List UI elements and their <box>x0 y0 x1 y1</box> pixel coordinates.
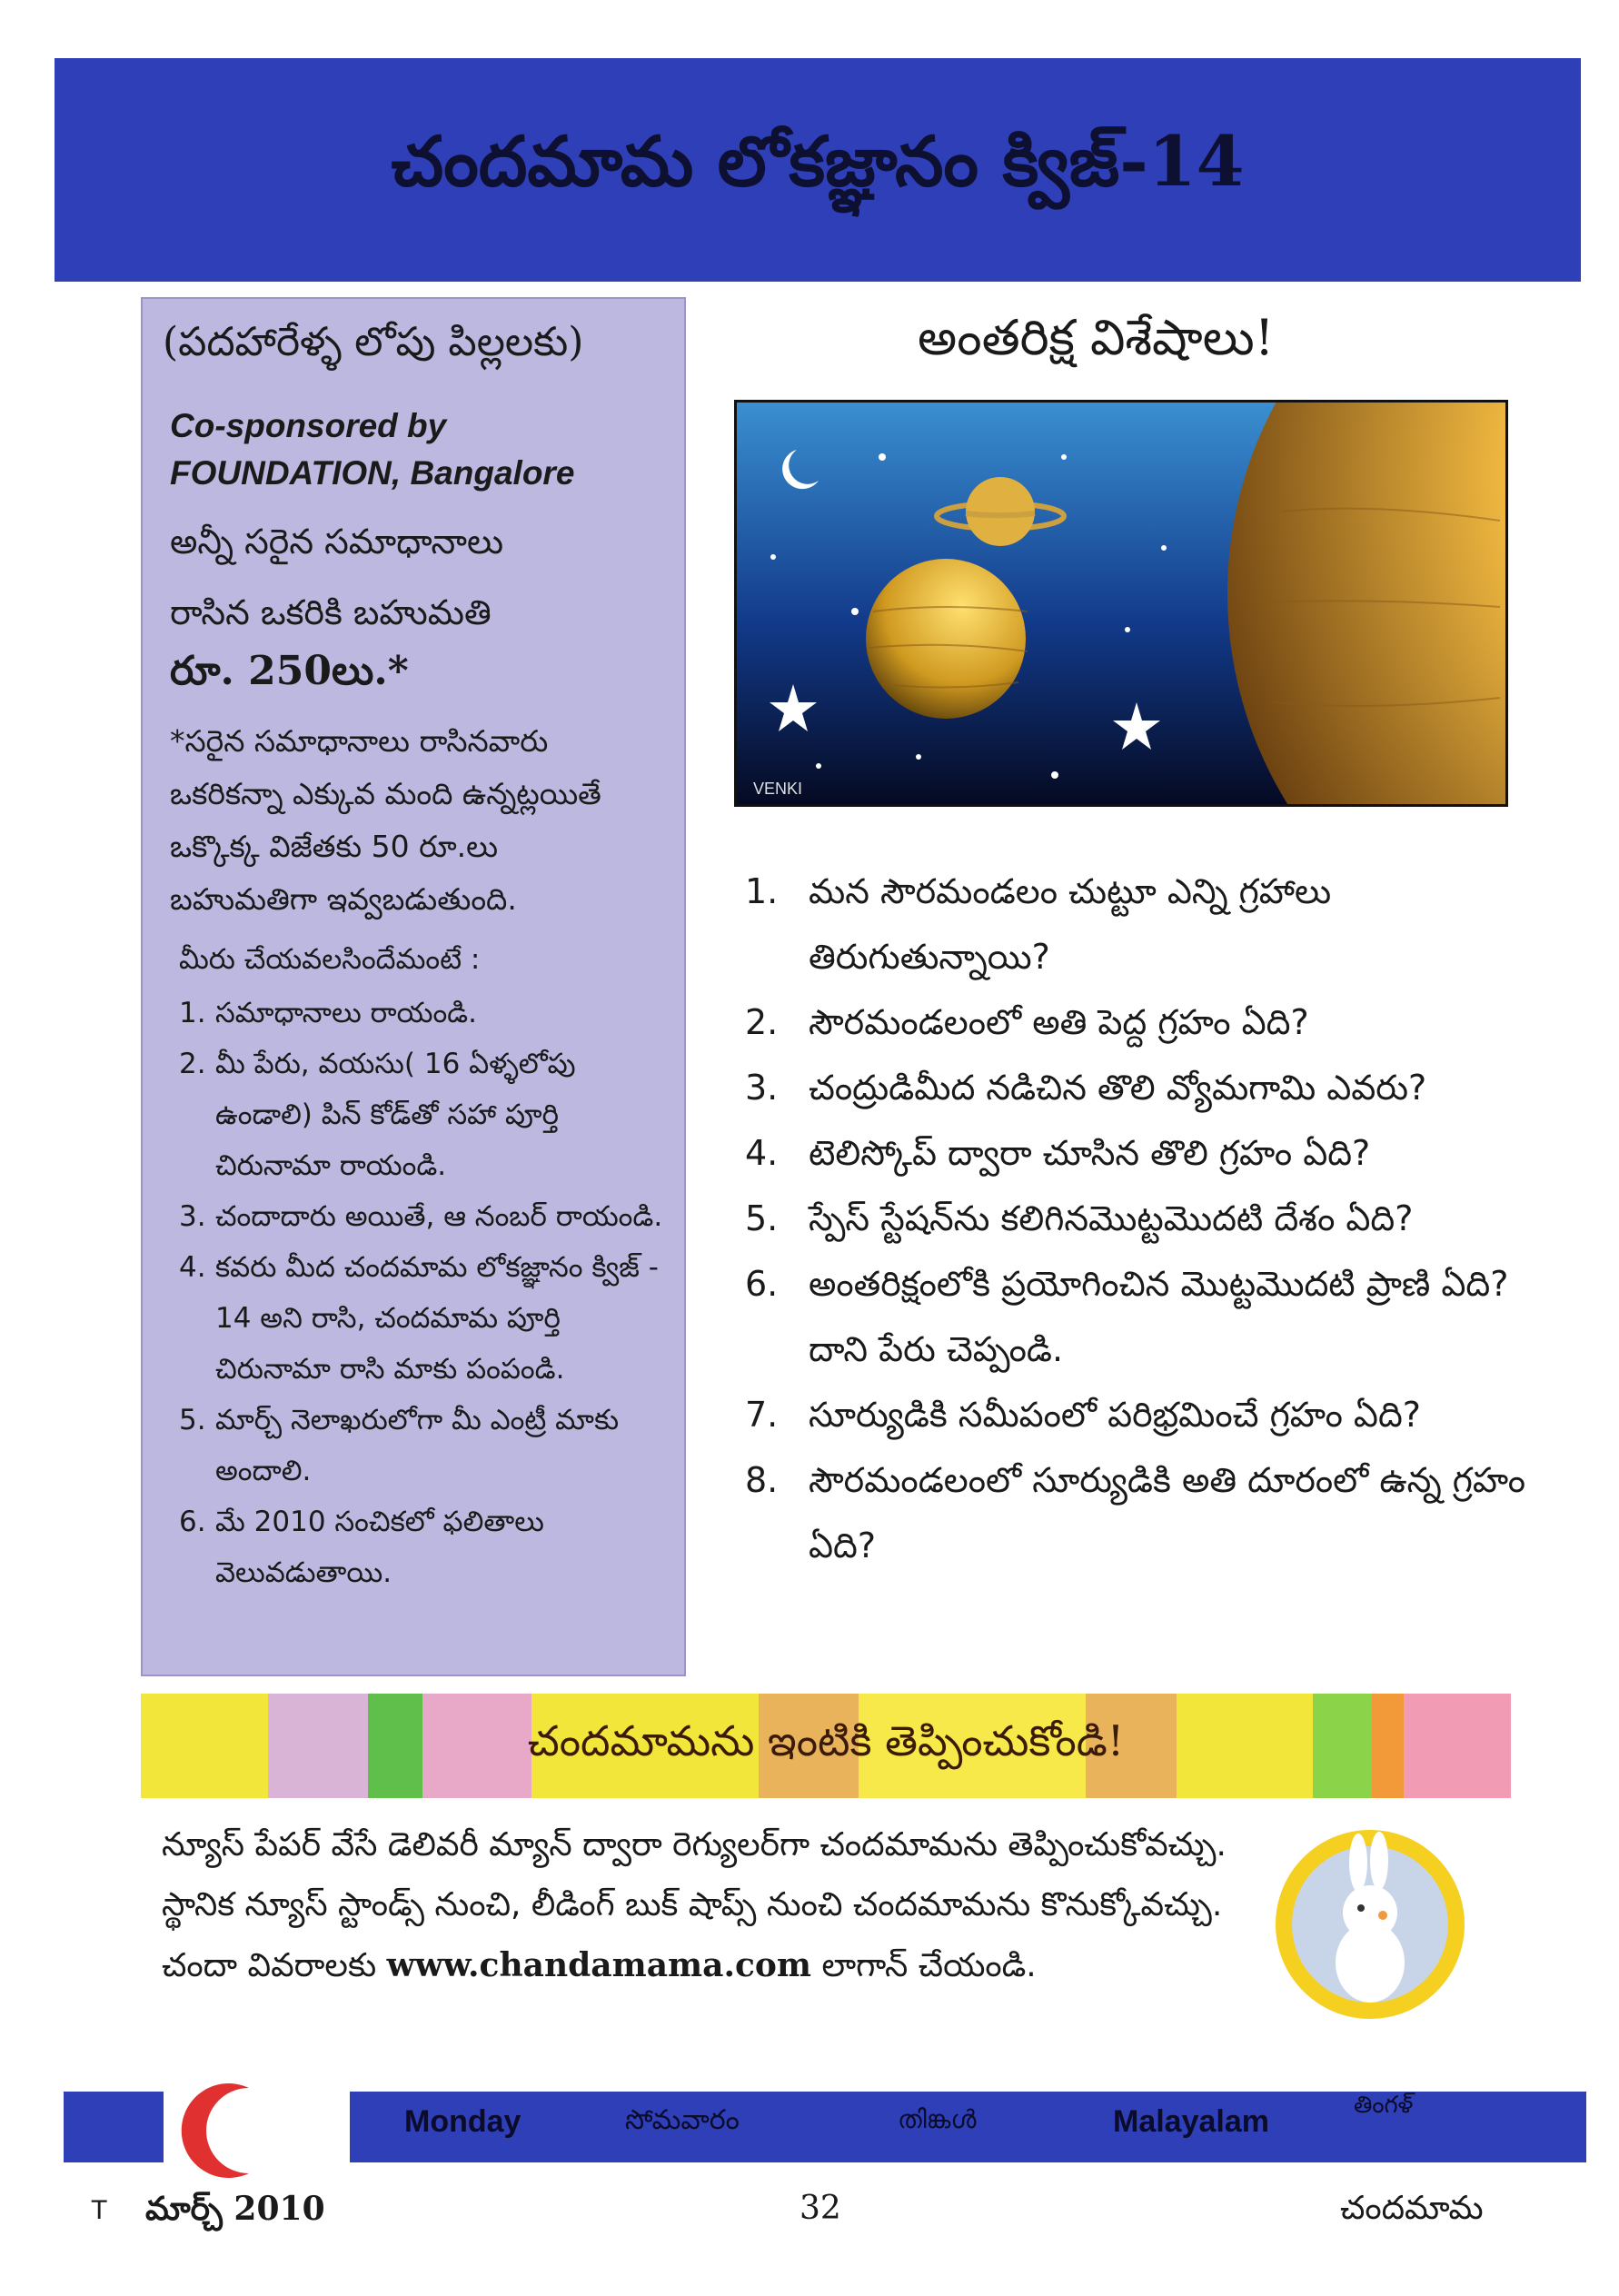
instruction-number: 1. <box>179 997 206 1029</box>
day-english: Monday <box>404 2104 521 2139</box>
instruction-text: కవరు మీద చందమామ లోకజ్ఞానం క్విజ్ - 14 అని రాసి, చందమామ పూర్తి చిరునామా రాసి మాకు పంపండి. <box>215 1251 659 1386</box>
question-item <box>745 1186 1526 1251</box>
question-number: 3. <box>745 1068 779 1108</box>
subscribe-text <box>162 1815 1234 1996</box>
prize-line-2: రాసిన ఒకరికి బహుమతి <box>170 592 492 632</box>
sponsor-line-2: FOUNDATION, Bangalore <box>170 454 575 492</box>
question-text: చంద్రుడిమీద నడిచిన తొలి వ్యోమగామి ఎవరు? <box>809 1068 1427 1108</box>
instruction-number: 4. <box>179 1251 206 1284</box>
day-transliteration: తింగళ్ <box>1354 2092 1414 2119</box>
instruction-text: మే 2010 సంచికలో ఫలితాలు వెలువడుతాయి. <box>215 1506 544 1589</box>
subscribe-text-before: న్యూస్ పేపర్ వేసే డెలివరీ మ్యాన్ ద్వారా రెగ్యులర్‌గా చందమామను తెప్పించుకోవచ్చు. స్థానిక న్యూస్ స్టాండ్స్ నుంచి, లీడింగ్ బుక్ షాప్స్ నుంచి చందమామను కొనుక్కోవచ్చు. చందా వివరాలకు <box>162 1826 1227 1984</box>
note-line-3: ఒక్కొక్క విజేతకు 50 రూ.లు <box>170 829 498 864</box>
subscribe-text-after: లాగాన్ చేయండి. <box>811 1947 1037 1984</box>
sun-shape <box>1227 403 1505 804</box>
day-telugu: సోమవారం <box>625 2104 740 2136</box>
sponsor-line-1: Co-sponsored by <box>170 407 447 444</box>
section-heading: అంతరిక్ష విశేషాలు! <box>918 309 1275 366</box>
page-number: 32 <box>800 2190 841 2227</box>
instruction-item <box>179 1395 668 1496</box>
prize-line-1: అన్నీ సరైన సమాధానాలు <box>170 522 504 562</box>
space-scene-image <box>737 403 1505 804</box>
question-item <box>745 1055 1526 1120</box>
note-line-1: *సరైన సమాధానాలు రాసినవారు <box>170 723 549 759</box>
question-number: 8. <box>745 1460 779 1500</box>
question-text: అంతరిక్షంలోకి ప్రయోగించిన మొట్టమొదటి ప్రాణి ఏది? దాని పేరు చెప్పండి. <box>809 1264 1509 1369</box>
question-item <box>745 1447 1526 1578</box>
issue-date: మార్చ్ 2010 <box>145 2190 325 2228</box>
instruction-text: మార్చ్ నెలాఖరులోగా మీ ఎంట్రీ మాకు అందాలి. <box>215 1404 620 1487</box>
instruction-number: 5. <box>179 1404 206 1436</box>
prize-amount: రూ. 250లు.* <box>170 648 409 694</box>
question-text: సూర్యుడికి సమీపంలో పరిభ్రమించే గ్రహం ఏది? <box>809 1395 1421 1435</box>
question-text: స్పేస్ స్టేషన్‌ను కలిగినమొట్టమొదటి దేశం ఏది? <box>809 1198 1414 1238</box>
title-banner <box>55 58 1581 282</box>
crescent-moon-icon <box>178 2081 278 2181</box>
instructions-heading: మీరు చేయవలసిందేమంటే : <box>179 943 481 976</box>
instruction-item <box>179 988 668 1039</box>
question-item <box>745 989 1526 1055</box>
quiz-questions <box>745 859 1526 1578</box>
rabbit-illustration <box>1272 1826 1468 2023</box>
note-line-4: బహుమతిగా ఇవ్వబడుతుంది. <box>170 881 517 917</box>
instruction-text: సమాధానాలు రాయండి. <box>215 997 477 1029</box>
instruction-item <box>179 1242 668 1395</box>
artist-signature: VENKI <box>753 780 803 798</box>
website-link[interactable]: www.chandamama.com <box>386 1946 812 1984</box>
question-item <box>745 1382 1526 1447</box>
question-number: 2. <box>745 1002 779 1042</box>
instruction-number: 2. <box>179 1048 206 1080</box>
day-malayalam: തിങ്കൾ <box>898 2104 977 2134</box>
subscribe-heading <box>141 1694 1511 1798</box>
language-name: Malayalam <box>1113 2104 1269 2139</box>
question-item <box>745 1251 1526 1382</box>
instruction-list <box>159 988 668 1598</box>
instruction-item <box>179 1039 668 1191</box>
instruction-number: 3. <box>179 1200 206 1233</box>
question-text: సౌరమండలంలో అతి పెద్ద గ్రహం ఏది? <box>809 1002 1309 1042</box>
question-item <box>745 859 1526 989</box>
question-number: 1. <box>745 871 779 911</box>
question-number: 5. <box>745 1198 779 1238</box>
question-number: 7. <box>745 1395 779 1435</box>
instruction-item <box>179 1496 668 1598</box>
question-number: 4. <box>745 1133 779 1173</box>
instruction-text: మీ పేరు, వయసు( 16 ఏళ్ళలోపు ఉండాలి) పిన్ కోడ్‌తో సహా పూర్తి చిరునామా రాయండి. <box>215 1048 576 1182</box>
question-number: 6. <box>745 1264 779 1304</box>
planet-shape <box>866 559 1026 719</box>
question-text: మన సౌరమండలం చుట్టూ ఎన్ని గ్రహాలు తిరుగుతున్నాయి? <box>809 871 1332 977</box>
note-line-2: ఒకరికన్నా ఎక్కువ మంది ఉన్నట్లయితే <box>170 776 601 811</box>
question-item <box>745 1120 1526 1186</box>
question-text: టెలిస్కోప్ ద్వారా చూసిన తొలి గ్రహం ఏది? <box>809 1133 1371 1173</box>
subscribe-heading-text: చందమామను ఇంటికి తెప్పించుకోండి! <box>527 1715 1125 1765</box>
rabbit-icon <box>1272 1826 1468 2023</box>
instruction-number: 6. <box>179 1506 206 1538</box>
magazine-name: చందమామ <box>1340 2190 1484 2227</box>
instruction-text: చందాదారు అయితే, ఆ నంబర్ రాయండి. <box>215 1200 663 1233</box>
footer-mark: T <box>91 2195 108 2225</box>
page-title: చందమామ లోకజ్ఞానం క్విజ్-14 <box>391 121 1245 202</box>
rules-box <box>141 297 686 1676</box>
age-note: (పదహారేళ్ళ లోపు పిల్లలకు) <box>163 319 584 365</box>
question-text: సౌరమండలంలో సూర్యుడికి అతి దూరంలో ఉన్న గ్రహం ఏది? <box>809 1460 1525 1565</box>
space-illustration <box>734 400 1508 807</box>
instruction-item <box>179 1191 668 1242</box>
